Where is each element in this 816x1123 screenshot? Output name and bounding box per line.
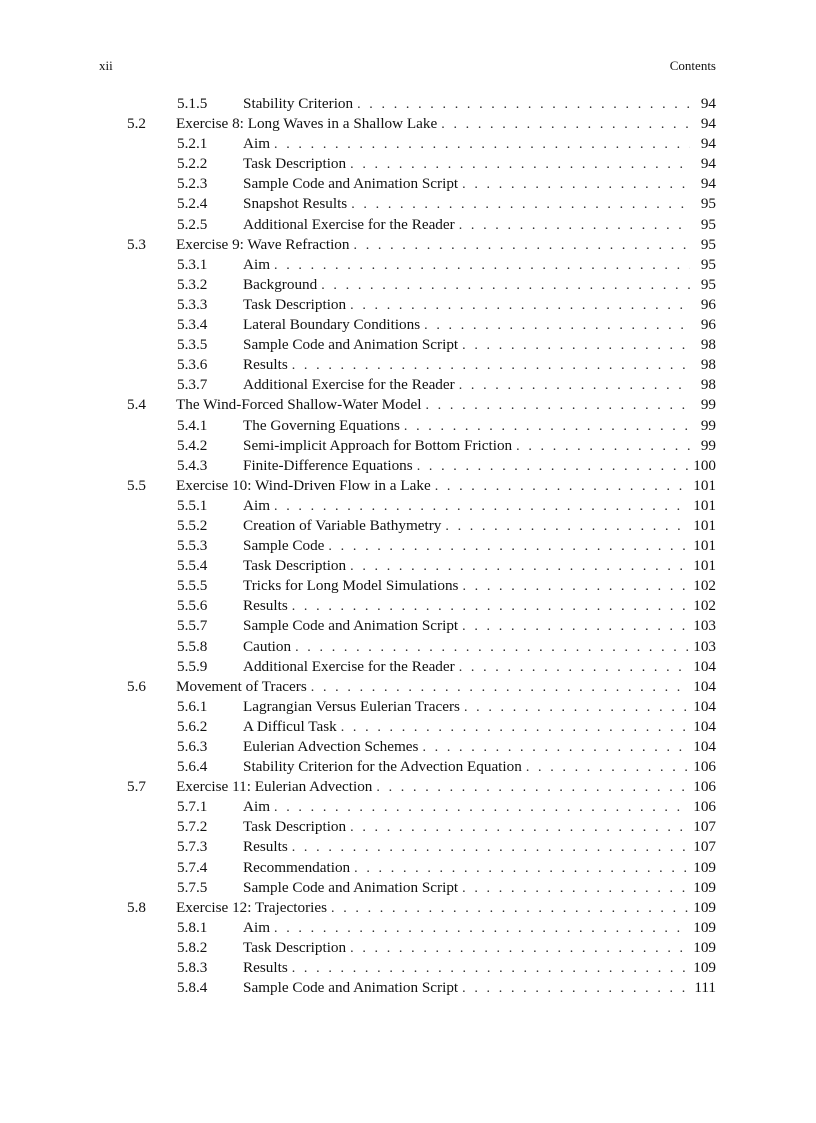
toc-entry-line <box>243 918 716 939</box>
dot-leader <box>462 979 690 999</box>
toc-subsection-entry[interactable] <box>0 576 816 596</box>
toc-entry-title: Eulerian Advection Schemes <box>243 738 419 755</box>
dot-leader <box>321 276 690 296</box>
toc-entry-title: The Wind-Forced Shallow-Water Model <box>176 396 422 414</box>
toc-entry-number: 5.3.1 <box>177 255 208 273</box>
toc-entry-title: Exercise 11: Eulerian Advection <box>176 778 373 796</box>
toc-section-entry[interactable] <box>0 677 816 697</box>
toc-section-entry[interactable] <box>0 235 816 255</box>
dot-leader <box>341 718 690 738</box>
dot-leader <box>462 577 689 597</box>
toc-entry-page: 106 <box>693 778 716 796</box>
dot-leader <box>459 658 690 678</box>
toc-entry-line <box>243 215 716 236</box>
dot-leader <box>462 617 689 637</box>
dot-leader <box>526 758 689 778</box>
toc-entry-title: Results <box>243 838 288 856</box>
toc-entry-page: 111 <box>694 979 716 997</box>
toc-entry-title: Additional Exercise for the Reader <box>243 376 455 394</box>
toc-entry-page: 98 <box>700 336 716 354</box>
toc-entry-line <box>243 938 716 959</box>
toc-entry-number: 5.7.3 <box>177 838 208 856</box>
toc-entry-number: 5.1.5 <box>177 95 208 112</box>
toc-subsection-entry[interactable] <box>0 737 816 757</box>
toc-subsection-entry[interactable] <box>0 697 816 717</box>
toc-subsection-entry[interactable] <box>0 858 816 878</box>
toc-subsection-entry[interactable] <box>0 355 816 375</box>
toc-entry-line <box>243 757 716 778</box>
toc-entry-page: 95 <box>700 195 716 213</box>
toc-entry-number: 5.5.8 <box>177 637 208 655</box>
toc-entry-page: 99 <box>700 396 716 414</box>
toc-section-entry[interactable] <box>0 114 816 134</box>
dot-leader <box>351 195 690 215</box>
dot-leader <box>350 557 689 577</box>
toc-entry-number: 5.7.5 <box>177 878 208 896</box>
dot-leader <box>328 537 689 557</box>
toc-entry-number: 5.8.3 <box>177 959 208 977</box>
toc-section-entry[interactable] <box>0 476 816 496</box>
dot-leader <box>274 497 689 517</box>
toc-entry-page: 109 <box>693 858 716 876</box>
toc-entry-title: Aim <box>243 918 271 936</box>
toc-entry-number: 5.6.3 <box>177 738 208 755</box>
dot-leader <box>350 296 690 316</box>
toc-subsection-entry[interactable] <box>0 516 816 536</box>
toc-entry-page: 106 <box>693 798 716 816</box>
toc-entry-title: Additional Exercise for the Reader <box>243 657 455 675</box>
toc-entry-number: 5.5.9 <box>177 657 208 675</box>
toc-entry-page: 104 <box>693 677 716 695</box>
toc-entry-number: 5.4 <box>127 396 146 414</box>
toc-entry-number: 5.5.1 <box>177 496 208 514</box>
toc-entry-page: 95 <box>700 235 716 253</box>
dot-leader <box>274 798 689 818</box>
toc-entry-page: 103 <box>693 617 716 635</box>
dot-leader <box>292 356 690 376</box>
toc-entry-line <box>243 576 716 597</box>
dot-leader <box>459 216 690 236</box>
toc-entry-number: 5.4.1 <box>177 416 208 434</box>
toc-subsection-entry[interactable] <box>0 436 816 456</box>
toc-entry-number: 5.2 <box>127 115 146 133</box>
toc-entry-page: 101 <box>693 516 716 534</box>
toc-entry-title: Sample Code <box>243 537 325 555</box>
toc-entry-title: Exercise 9: Wave Refraction <box>176 235 350 253</box>
toc-entry-number: 5.8 <box>127 898 146 916</box>
toc-entry-title: A Difficul Task <box>243 717 337 735</box>
toc-entry-line <box>243 255 716 276</box>
toc-entry-page: 96 <box>700 316 716 334</box>
toc-entry-title: Task Description <box>243 938 347 956</box>
toc-entry-page: 109 <box>693 898 716 916</box>
toc-entry-page: 103 <box>693 637 716 655</box>
toc-subsection-entry[interactable] <box>0 596 816 616</box>
toc-entry-line <box>243 737 716 758</box>
toc-entry-title: Stability Criterion for the Advection Equation <box>243 758 522 776</box>
toc-entry-page: 104 <box>693 717 716 735</box>
toc-entry-page: 94 <box>700 135 716 153</box>
dot-leader <box>422 738 689 758</box>
toc-entry-number: 5.7.4 <box>177 858 208 876</box>
toc-entry-page: 107 <box>693 838 716 856</box>
dot-leader <box>425 396 690 416</box>
toc-entry-title: Exercise 8: Long Waves in a Shallow Lake <box>176 115 438 133</box>
toc-subsection-entry[interactable] <box>0 134 816 154</box>
dot-leader <box>462 879 689 899</box>
toc-entry-number: 5.2.2 <box>177 155 208 173</box>
toc-entry-title: Sample Code and Animation Script <box>243 175 459 193</box>
toc-entry-line <box>243 837 716 858</box>
toc-entry-number: 5.4.3 <box>177 456 208 474</box>
toc-entry-number: 5.2.4 <box>177 195 208 213</box>
toc-entry-title: Recommendation <box>243 858 351 876</box>
toc-entry-page: 109 <box>693 918 716 936</box>
dot-leader <box>274 256 690 276</box>
toc-entry-line <box>176 777 716 798</box>
toc-subsection-entry[interactable] <box>0 878 816 898</box>
toc-entry-page: 95 <box>700 275 716 293</box>
toc-entry-number: 5.2.3 <box>177 175 208 193</box>
toc-entry-page: 95 <box>700 215 716 233</box>
toc-subsection-entry[interactable] <box>0 757 816 777</box>
toc-entry-number: 5.5.3 <box>177 537 208 555</box>
toc-entry-line <box>243 375 716 396</box>
toc-entry-line <box>243 416 716 437</box>
toc-entry-page: 100 <box>693 456 716 474</box>
toc-entry-line <box>243 134 716 155</box>
table-of-contents <box>0 94 816 998</box>
toc-entry-number: 5.5.5 <box>177 577 208 595</box>
toc-entry-page: 107 <box>693 818 716 836</box>
dot-leader <box>311 678 689 698</box>
toc-entry-number: 5.5.2 <box>177 516 208 534</box>
toc-entry-line <box>243 958 716 979</box>
toc-entry-number: 5.8.2 <box>177 938 208 956</box>
toc-entry-number: 5.8.1 <box>177 918 208 936</box>
toc-entry-page: 102 <box>693 597 716 615</box>
toc-entry-page: 99 <box>700 436 716 454</box>
toc-entry-line <box>176 114 716 135</box>
toc-entry-page: 101 <box>693 476 716 494</box>
toc-entry-title: Lateral Boundary Conditions <box>243 316 421 334</box>
toc-entry-title: Results <box>243 597 288 615</box>
toc-entry-number: 5.3.3 <box>177 295 208 313</box>
toc-subsection-entry[interactable] <box>0 637 816 657</box>
dot-leader <box>435 477 690 497</box>
toc-subsection-entry[interactable] <box>0 717 816 737</box>
toc-entry-page: 98 <box>700 356 716 374</box>
dot-leader <box>292 959 689 979</box>
dot-leader <box>464 698 689 718</box>
toc-entry-line <box>243 194 716 215</box>
dot-leader <box>417 457 690 477</box>
toc-entry-title: Exercise 10: Wind-Driven Flow in a Lake <box>176 476 431 494</box>
running-head <box>99 58 716 76</box>
toc-entry-number: 5.2.5 <box>177 215 208 233</box>
dot-leader <box>376 778 689 798</box>
dot-leader <box>350 939 689 959</box>
toc-entry-page: 101 <box>693 557 716 575</box>
dot-leader <box>441 115 690 135</box>
toc-entry-number: 5.2.1 <box>177 135 208 153</box>
page-number: xii <box>99 58 113 73</box>
toc-subsection-entry[interactable] <box>0 657 816 677</box>
dot-leader <box>354 236 691 256</box>
toc-entry-line <box>243 817 716 838</box>
toc-entry-number: 5.7 <box>127 778 146 796</box>
toc-entry-page: 94 <box>700 175 716 193</box>
toc-entry-line <box>243 978 716 999</box>
toc-entry-page: 98 <box>700 376 716 394</box>
toc-entry-number: 5.3.2 <box>177 275 208 293</box>
toc-entry-title: Task Description <box>243 557 347 575</box>
toc-entry-number: 5.3.5 <box>177 336 208 354</box>
toc-subsection-entry[interactable] <box>0 295 816 315</box>
toc-entry-title: Task Description <box>243 818 347 836</box>
toc-entry-number: 5.4.2 <box>177 436 208 454</box>
dot-leader <box>274 919 689 939</box>
toc-subsection-entry[interactable] <box>0 918 816 938</box>
toc-entry-line <box>243 456 716 477</box>
dot-leader <box>274 135 690 155</box>
toc-subsection-entry[interactable] <box>0 978 816 998</box>
toc-entry-line <box>243 637 716 658</box>
toc-entry-line <box>243 335 716 356</box>
running-title: Contents <box>669 58 716 73</box>
toc-entry-line <box>243 596 716 617</box>
toc-entry-page: 95 <box>700 255 716 273</box>
toc-entry-title: Tricks for Long Model Simulations <box>243 577 459 595</box>
toc-entry-title: Aim <box>243 135 271 153</box>
toc-entry-page: 109 <box>693 938 716 956</box>
toc-entry-line <box>176 677 716 698</box>
toc-entry-number: 5.6.2 <box>177 717 208 735</box>
toc-entry-number: 5.5.4 <box>177 557 208 575</box>
dot-leader <box>350 155 690 175</box>
toc-subsection-entry[interactable] <box>0 837 816 857</box>
toc-subsection-entry[interactable] <box>0 416 816 436</box>
toc-entry-title: Aim <box>243 798 271 816</box>
dot-leader <box>292 838 689 858</box>
toc-section-entry[interactable] <box>0 777 816 797</box>
toc-entry-line <box>176 476 716 497</box>
toc-entry-title: Results <box>243 356 288 374</box>
toc-entry-number: 5.6.4 <box>177 758 208 776</box>
toc-entry-page: 101 <box>693 537 716 555</box>
dot-leader <box>404 417 690 437</box>
dot-leader <box>295 638 689 658</box>
dot-leader <box>459 376 690 396</box>
toc-subsection-entry[interactable] <box>0 797 816 817</box>
toc-entry-line <box>243 436 716 457</box>
toc-entry-title: Exercise 12: Trajectories <box>176 898 327 916</box>
toc-entry-line <box>176 395 716 416</box>
dot-leader <box>462 336 690 356</box>
toc-section-entry[interactable] <box>0 395 816 415</box>
toc-entry-title: Finite-Difference Equations <box>243 456 413 474</box>
toc-entry-line <box>176 898 716 919</box>
toc-entry-number: 5.6 <box>127 677 146 695</box>
toc-subsection-entry[interactable] <box>0 255 816 275</box>
toc-entry-line <box>243 154 716 175</box>
toc-entry-number: 5.3 <box>127 235 146 253</box>
dot-leader <box>445 517 689 537</box>
toc-entry-page: 104 <box>693 697 716 715</box>
toc-subsection-entry[interactable] <box>0 335 816 355</box>
toc-entry-line <box>243 355 716 376</box>
toc-entry-number: 5.6.1 <box>177 697 208 715</box>
toc-entry-line <box>243 878 716 899</box>
toc-entry-line <box>243 516 716 537</box>
dot-leader <box>350 818 689 838</box>
toc-entry-line <box>243 275 716 296</box>
toc-entry-title: Semi-implicit Approach for Bottom Friction <box>243 436 513 454</box>
toc-entry-title: Caution <box>243 637 292 655</box>
toc-entry-title: The Governing Equations <box>243 416 400 434</box>
toc-entry-line <box>243 797 716 818</box>
toc-entry-title: Snapshot Results <box>243 195 348 213</box>
toc-entry-page: 109 <box>693 878 716 896</box>
toc-entry-title: Sample Code and Animation Script <box>243 336 459 354</box>
toc-subsection-entry[interactable] <box>0 616 816 636</box>
toc-entry-page: 94 <box>700 155 716 173</box>
toc-entry-line <box>243 858 716 879</box>
toc-entry-page: 102 <box>693 577 716 595</box>
toc-entry-number: 5.5.7 <box>177 617 208 635</box>
toc-entry-number: 5.3.7 <box>177 376 208 394</box>
toc-entry-title: Aim <box>243 496 271 514</box>
toc-subsection-entry[interactable] <box>0 94 816 114</box>
toc-entry-number: 5.5 <box>127 476 146 494</box>
toc-entry-line <box>243 697 716 718</box>
toc-entry-page: 109 <box>693 959 716 977</box>
toc-subsection-entry[interactable] <box>0 958 816 978</box>
toc-entry-title: Additional Exercise for the Reader <box>243 215 455 233</box>
toc-entry-title: Sample Code and Animation Script <box>243 617 459 635</box>
toc-entry-title: Creation of Variable Bathymetry <box>243 516 442 534</box>
toc-entry-title: Aim <box>243 255 271 273</box>
toc-entry-page: 99 <box>700 416 716 434</box>
toc-section-entry[interactable] <box>0 898 816 918</box>
dot-leader <box>292 597 689 617</box>
toc-entry-line <box>176 235 716 256</box>
dot-leader <box>357 95 690 115</box>
toc-entry-number: 5.8.4 <box>177 979 208 997</box>
toc-entry-line <box>243 496 716 517</box>
toc-entry-line <box>243 556 716 577</box>
toc-entry-title: Results <box>243 959 288 977</box>
toc-entry-page: 106 <box>693 758 716 776</box>
toc-subsection-entry[interactable] <box>0 174 816 194</box>
toc-subsection-entry[interactable] <box>0 194 816 214</box>
toc-entry-number: 5.7.1 <box>177 798 208 816</box>
toc-entry-number: 5.3.6 <box>177 356 208 374</box>
toc-entry-title: Stability Criterion <box>243 95 354 112</box>
toc-entry-line <box>243 94 716 115</box>
toc-subsection-entry[interactable] <box>0 215 816 235</box>
toc-entry-line <box>243 616 716 637</box>
toc-entry-line <box>243 657 716 678</box>
toc-subsection-entry[interactable] <box>0 556 816 576</box>
toc-entry-line <box>243 536 716 557</box>
toc-entry-page: 104 <box>693 657 716 675</box>
toc-entry-number: 5.5.6 <box>177 597 208 615</box>
toc-subsection-entry[interactable] <box>0 938 816 958</box>
toc-entry-line <box>243 717 716 738</box>
toc-entry-page: 94 <box>700 95 716 112</box>
dot-leader <box>516 437 690 457</box>
toc-subsection-entry[interactable] <box>0 496 816 516</box>
toc-subsection-entry[interactable] <box>0 154 816 174</box>
dot-leader <box>331 899 689 919</box>
toc-subsection-entry[interactable] <box>0 275 816 295</box>
toc-entry-page: 96 <box>700 295 716 313</box>
toc-entry-title: Task Description <box>243 295 347 313</box>
toc-entry-page: 101 <box>693 496 716 514</box>
toc-subsection-entry[interactable] <box>0 536 816 556</box>
dot-leader <box>424 316 690 336</box>
toc-entry-line <box>243 174 716 195</box>
toc-entry-title: Movement of Tracers <box>176 677 307 695</box>
toc-entry-line <box>243 295 716 316</box>
toc-subsection-entry[interactable] <box>0 456 816 476</box>
toc-subsection-entry[interactable] <box>0 375 816 395</box>
dot-leader <box>462 175 690 195</box>
toc-entry-title: Lagrangian Versus Eulerian Tracers <box>243 697 460 715</box>
toc-entry-title: Task Description <box>243 155 347 173</box>
toc-entry-number: 5.7.2 <box>177 818 208 836</box>
toc-entry-page: 94 <box>700 115 716 133</box>
toc-entry-title: Background <box>243 275 318 293</box>
toc-entry-title: Sample Code and Animation Script <box>243 878 459 896</box>
toc-entry-line <box>243 315 716 336</box>
toc-subsection-entry[interactable] <box>0 817 816 837</box>
toc-entry-page: 104 <box>693 738 716 755</box>
dot-leader <box>354 859 689 879</box>
toc-entry-title: Sample Code and Animation Script <box>243 979 459 997</box>
toc-subsection-entry[interactable] <box>0 315 816 335</box>
toc-entry-number: 5.3.4 <box>177 316 208 334</box>
